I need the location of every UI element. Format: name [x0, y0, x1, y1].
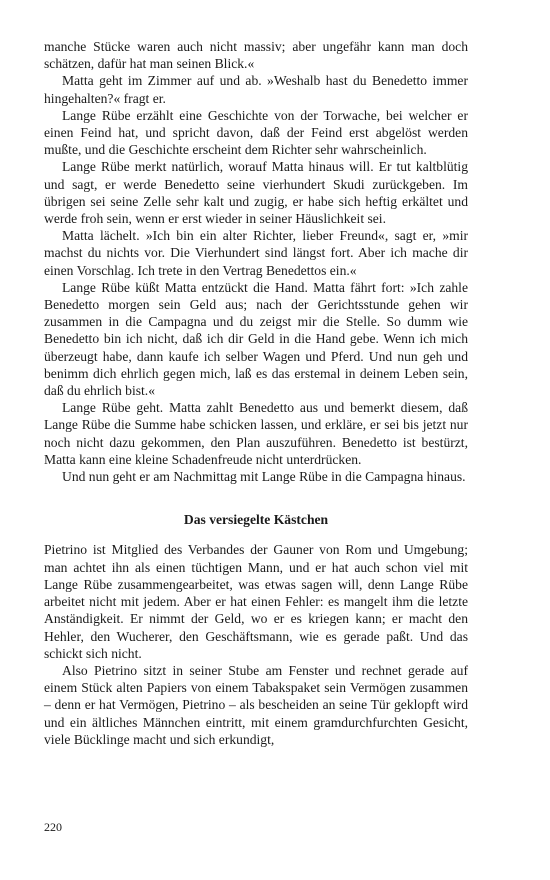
page-body [44, 38, 468, 748]
paragraph: manche Stücke waren auch nicht massiv; aber ungefähr kann man doch schätzen, dafür hat man seinen Blick.« [44, 39, 468, 72]
paragraph: Lange Rübe küßt Matta entzückt die Hand. Matta fährt fort: »Ich zahle Benedetto morgen sein Geld aus; nach der Gerichtsstunde gehen wir zusammen in die Campagna und du zeigst mir die Stelle. So dumm wie Benedetto bin ich nicht, daß ich dir Geld in die Hand gebe. Wenn ich mich überzeugt habe, dann kaufe ich selber Wagen und Pferd. Und nun geh und benimm dich ehrlich gegen mich, laß es das erstemal in deinem Leben sein, daß du ehrlich bist.« [44, 279, 468, 399]
paragraph: Lange Rübe merkt natürlich, worauf Matta hinaus will. Er tut kaltblütig und sagt, er werde Benedetto seine vierhundert Skudi zurückgeben. Im übrigen sei seine Zelle sehr kalt und zugig, er habe sich heftig erkältet und werde froh sein, wenn er erst wieder in seiner Häuslichkeit sei. [44, 159, 468, 227]
paragraph: Lange Rübe erzählt eine Geschichte von der Torwache, bei welcher er einen Feind hat, und spricht davon, daß der Feind erst abgelöst werden mußte, und die Geschichte erscheint dem Richter sehr wahrscheinlich. [44, 107, 468, 158]
section-heading: Das versiegelte Kästchen [183, 512, 329, 528]
page-number: 220 [44, 820, 62, 834]
paragraph: Matta geht im Zimmer auf und ab. »Weshalb hast du Benedetto immer hingehalten?« fragt er. [44, 73, 468, 106]
paragraph: Pietrino ist Mitglied des Verbandes der Gauner von Rom und Umgebung; man achtet ihn als einen tüchtigen Mann, und er hat auch schon viel mit Lange Rübe zusammengearbeitet, was etwas sagen will, denn Lange Rübe arbeitet nicht mit jedem. Aber er hat einen Fehler: es mangelt ihm die letzte Anständigkeit. Er nimmt der Geld, wo er es kriegen kann; er macht den Hehler, den Wucherer, den Geschäftsmann, wie es gerade paßt. Und das schickt sich nicht. [44, 542, 468, 661]
paragraph: Und nun geht er am Nachmittag mit Lange Rübe in die Campagna hinaus. [62, 469, 466, 485]
paragraph: Also Pietrino sitzt in seiner Stube am Fenster und rechnet gerade auf einem Stück alten Papiers von einem Tabakspaket sein Vermögen zusammen – denn er hat Vermögen, Pietrino – als bescheiden an seine Tür geklopft wird und ein ältliches Männchen eintritt, mit einem gramdurchfurchten Gesicht, viele Bücklinge macht und sich erkundigt, [44, 662, 468, 747]
paragraph: Matta lächelt. »Ich bin ein alter Richter, lieber Freund«, sagt er, »mir machst du nichts vor. Die Vierhundert sind längst fort. Aber ich mache dir einen Vorschlag. Ich trete in den Vertrag Benedettos ein.« [44, 228, 468, 278]
paragraph: Lange Rübe geht. Matta zahlt Benedetto aus und bemerkt diesem, daß Lange Rübe die Summe habe schicken lassen, und erkläre, er sei bis jetzt nur noch nicht dazu gekommen, den Plan auszuführen. Benedetto ist bestürzt, Matta kann eine kleine Schadenfreude nicht unterdrücken. [44, 400, 468, 467]
